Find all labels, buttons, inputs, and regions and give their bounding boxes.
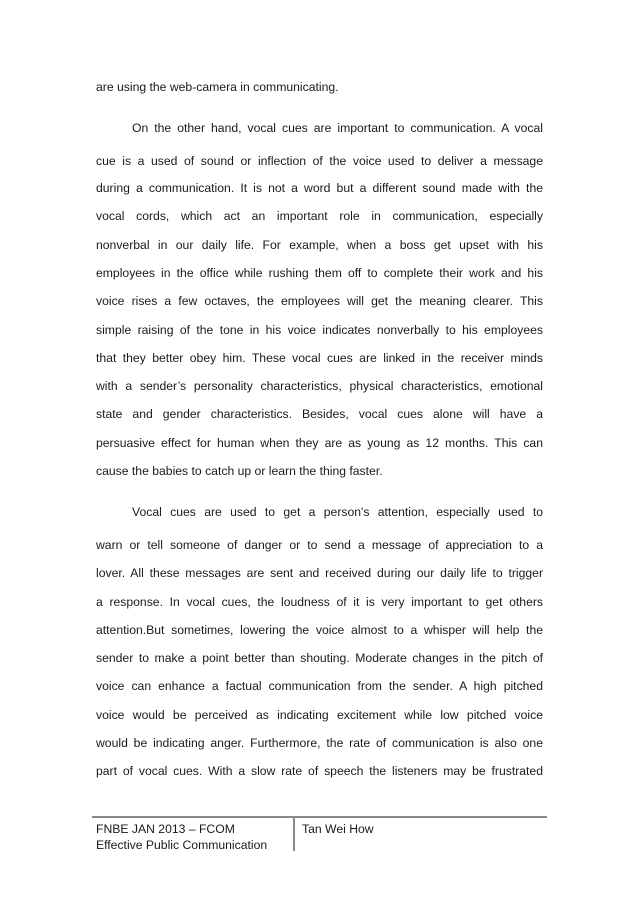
text-line: simple raising of the tone in his voice indicates nonverbally to his employees bbox=[96, 323, 543, 337]
text-line: voice would be perceived as indicating excitement while low pitched voice bbox=[96, 708, 543, 722]
text-line: nonverbal in our daily life. For example, when a boss get upset with his bbox=[96, 238, 543, 252]
text-line: with a sender’s personality characteristics, physical characteristics, emotional bbox=[96, 379, 543, 393]
text-line: are using the web-camera in communicating. bbox=[96, 80, 339, 94]
text-line: attention.But sometimes, lowering the voice almost to a whisper will help the bbox=[96, 623, 543, 637]
text-line: cause the babies to catch up or learn the thing faster. bbox=[96, 464, 383, 478]
text-line: persuasive effect for human when they are as young as 12 months. This can bbox=[96, 436, 543, 450]
text-line: warn or tell someone of danger or to send a message of appreciation to a bbox=[96, 538, 543, 552]
text-line: cue is a used of sound or inflection of the voice used to deliver a message bbox=[96, 154, 543, 168]
paragraph-first-line: On the other hand, vocal cues are important to communication. A vocal bbox=[132, 121, 543, 135]
text-line: lover. All these messages are sent and received during our daily life to trigger bbox=[96, 566, 543, 580]
paragraph-first-line: Vocal cues are used to get a person's attention, especially used to bbox=[132, 505, 543, 519]
text-line: a response. In vocal cues, the loudness of it is very important to get others bbox=[96, 595, 543, 609]
footer-rule bbox=[92, 816, 547, 818]
text-line: that they better obey him. These vocal cues are linked in the receiver minds bbox=[96, 351, 543, 365]
text-line: part of vocal cues. With a slow rate of speech the listeners may be frustrated bbox=[96, 764, 543, 778]
text-line: during a communication. It is not a word but a different sound made with the bbox=[96, 181, 543, 195]
text-line: state and gender characteristics. Besides, vocal cues alone will have a bbox=[96, 407, 543, 421]
text-line: would be indicating anger. Furthermore, the rate of communication is also one bbox=[96, 736, 543, 750]
text-line: vocal cords, which act an important role in communication, especially bbox=[96, 209, 543, 223]
footer-course: FNBE JAN 2013 – FCOM bbox=[96, 822, 235, 836]
text-line: voice can enhance a factual communication from the sender. A high pitched bbox=[96, 679, 543, 693]
footer-divider bbox=[293, 818, 295, 851]
text-line: voice rises a few octaves, the employees will get the meaning clearer. This bbox=[96, 294, 543, 308]
text-line: sender to make a point better than shouting. Moderate changes in the pitch of bbox=[96, 651, 543, 665]
footer-subject: Effective Public Communication bbox=[96, 838, 268, 852]
footer-author: Tan Wei How bbox=[302, 822, 374, 836]
text-line: employees in the office while rushing them off to complete their work and his bbox=[96, 266, 543, 280]
